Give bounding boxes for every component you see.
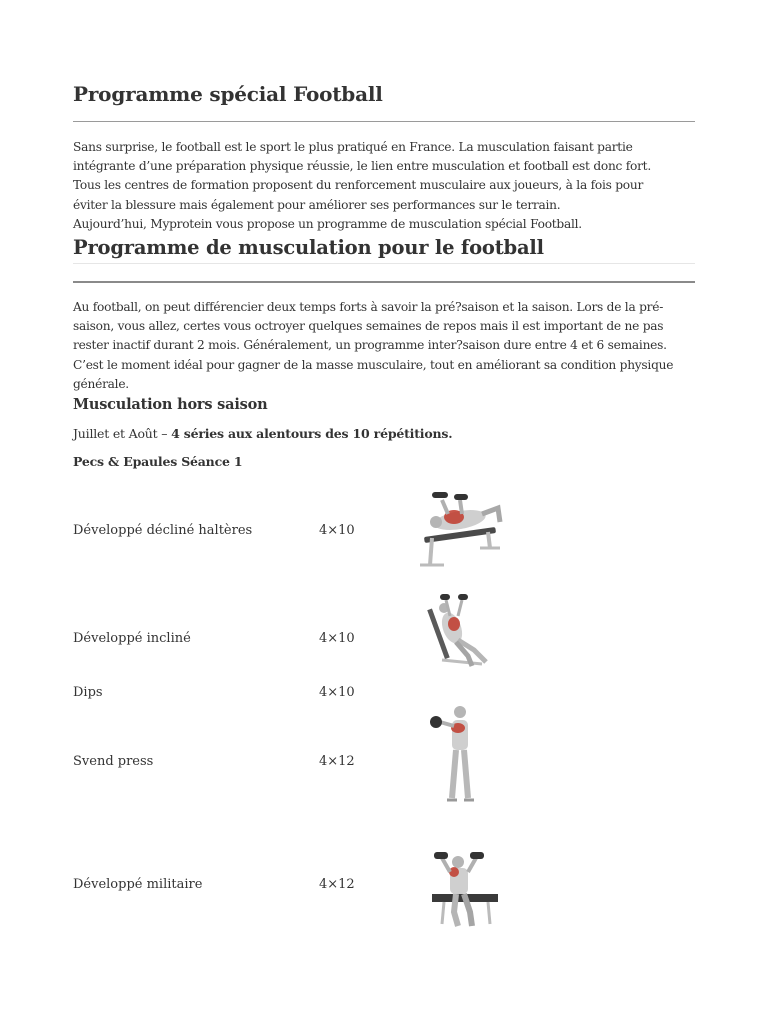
intro-line: Sans surprise, le football est le sport le plus pratiqué en France. La musculation faisant partie (73, 140, 633, 154)
decline-dumbbell-press-illustration (402, 470, 512, 575)
exercise-reps: 4×10 (319, 631, 355, 646)
section-line: rester inactif durant 2 mois. Généralement, un programme inter?saison dure entre 4 et 6 semaines. (73, 338, 667, 353)
schedule-detail: 4 séries aux alentours des 10 répétitions. (171, 426, 453, 441)
exercise-name: Développé incliné (73, 631, 191, 646)
exercise-name: Développé décliné haltères (73, 523, 253, 538)
exercise-name: Développé militaire (73, 877, 203, 892)
exercise-reps: 4×10 (319, 523, 355, 538)
intro-line: Tous les centres de formation proposent du renforcement musculaire aux joueurs, à la fois pour (73, 178, 644, 193)
exercise-name: Dips (73, 685, 103, 700)
exercise-reps: 4×10 (319, 685, 355, 700)
section-line: Au football, on peut différencier deux temps forts à savoir la pré?saison et la saison. Lors de la pré- (73, 300, 664, 314)
schedule-months: Juillet et Août – (73, 426, 172, 441)
title-divider (73, 121, 695, 122)
military-press-illustration (402, 832, 512, 932)
incline-press-illustration (402, 590, 512, 670)
exercise-name: Svend press (73, 754, 154, 769)
intro-line: Aujourd’hui, Myprotein vous propose un programme de musculation spécial Football. (73, 216, 582, 231)
section-paragraph (73, 298, 698, 394)
decline-dumbbell-press-drawing (402, 470, 512, 575)
session-title-text: Pecs & Epaules Séance 1 (73, 454, 243, 469)
section-line: générale. (73, 376, 129, 391)
military-press-drawing (402, 832, 512, 932)
section-divider (73, 281, 695, 283)
intro-line: intégrante d’une préparation physique réussie, le lien entre musculation et football est donc fort. (73, 159, 651, 174)
exercise-reps: 4×12 (319, 754, 355, 769)
session-title (73, 454, 242, 469)
section-title: Programme de musculation pour le football (73, 236, 544, 259)
intro-paragraph (73, 138, 698, 234)
section-line: C’est le moment idéal pour gagner de la masse musculaire, tout en améliorant sa condition physique (73, 357, 674, 372)
exercise-reps: 4×12 (319, 877, 355, 892)
incline-press-drawing (402, 590, 512, 670)
svend-press-illustration (402, 700, 512, 808)
section-title-underline (73, 263, 695, 264)
intro-line: éviter la blessure mais également pour améliorer ses performances sur le terrain. (73, 197, 561, 212)
schedule-line (73, 426, 452, 441)
section-line: saison, vous allez, certes vous octroyer quelques semaines de repos mais il est important de ne pas (73, 319, 664, 334)
svend-press-drawing (402, 700, 512, 808)
page-title: Programme spécial Football (73, 82, 383, 106)
subsection-title: Musculation hors saison (73, 396, 268, 413)
